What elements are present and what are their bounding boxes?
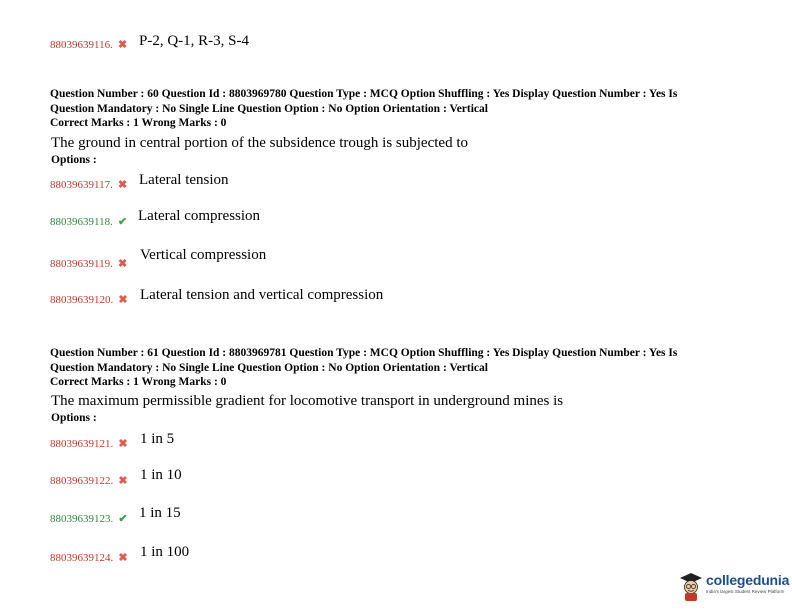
- cross-icon: ✖: [117, 179, 128, 191]
- option-text: P-2, Q-1, R-3, S-4: [139, 33, 250, 49]
- option-id: 88039639122. ✖: [50, 474, 130, 487]
- cross-icon: ✖: [117, 258, 128, 270]
- options-label: Options :: [51, 154, 97, 166]
- option-id: 88039639116. ✖: [50, 38, 130, 51]
- question-text: The ground in central portion of the subsidence trough is subjected to: [51, 135, 468, 151]
- cross-icon: ✖: [118, 438, 128, 450]
- option-id: 88039639119. ✖: [50, 257, 130, 270]
- option-text: 1 in 15: [139, 505, 181, 521]
- mascot-icon: [678, 570, 704, 602]
- option-id: 88039639121. ✖: [50, 437, 130, 450]
- question-text: The maximum permissible gradient for locomotive transport in underground mines is: [51, 393, 564, 409]
- check-icon: ✔: [117, 216, 128, 228]
- option-id: 88039639120. ✖: [50, 293, 130, 306]
- cross-icon: ✖: [117, 39, 128, 51]
- question-meta: Question Number : 61 Question Id : 8803969781 Question Type : MCQ Option Shuffling : Yes Display Question Number : Yes Is Question Mandatory : No Single Line Question Option : No Option Orientation : Vertical Correct Marks : 1 Wrong Marks : 0: [50, 347, 678, 388]
- cross-icon: ✖: [118, 294, 128, 306]
- cross-icon: ✖: [118, 552, 128, 564]
- option-id-correct: 88039639118. ✔: [50, 215, 130, 228]
- option-text: Lateral tension and vertical compression: [140, 287, 384, 303]
- option-id: 88039639124. ✖: [50, 551, 130, 564]
- option-text: 1 in 5: [140, 431, 175, 447]
- logo-name: collegedunia: [706, 572, 790, 588]
- option-text: 1 in 100: [140, 544, 190, 560]
- option-text: 1 in 10: [140, 467, 182, 483]
- collegedunia-logo: [678, 570, 788, 604]
- option-text: Lateral compression: [138, 208, 261, 224]
- option-text: Vertical compression: [140, 247, 267, 263]
- logo-tagline: India's largest Student Review Platform: [706, 589, 785, 594]
- option-id: 88039639117. ✖: [50, 178, 130, 191]
- cross-icon: ✖: [118, 475, 128, 487]
- question-meta: Question Number : 60 Question Id : 8803969780 Question Type : MCQ Option Shuffling : Yes Display Question Number : Yes Is Question Mandatory : No Single Line Question Option : No Option Orientation : Vertical Correct Marks : 1 Wrong Marks : 0: [50, 88, 678, 129]
- check-icon: ✔: [118, 513, 128, 525]
- option-text: Lateral tension: [139, 172, 229, 188]
- options-label: Options :: [51, 412, 97, 424]
- option-id-correct: 88039639123. ✔: [50, 512, 130, 525]
